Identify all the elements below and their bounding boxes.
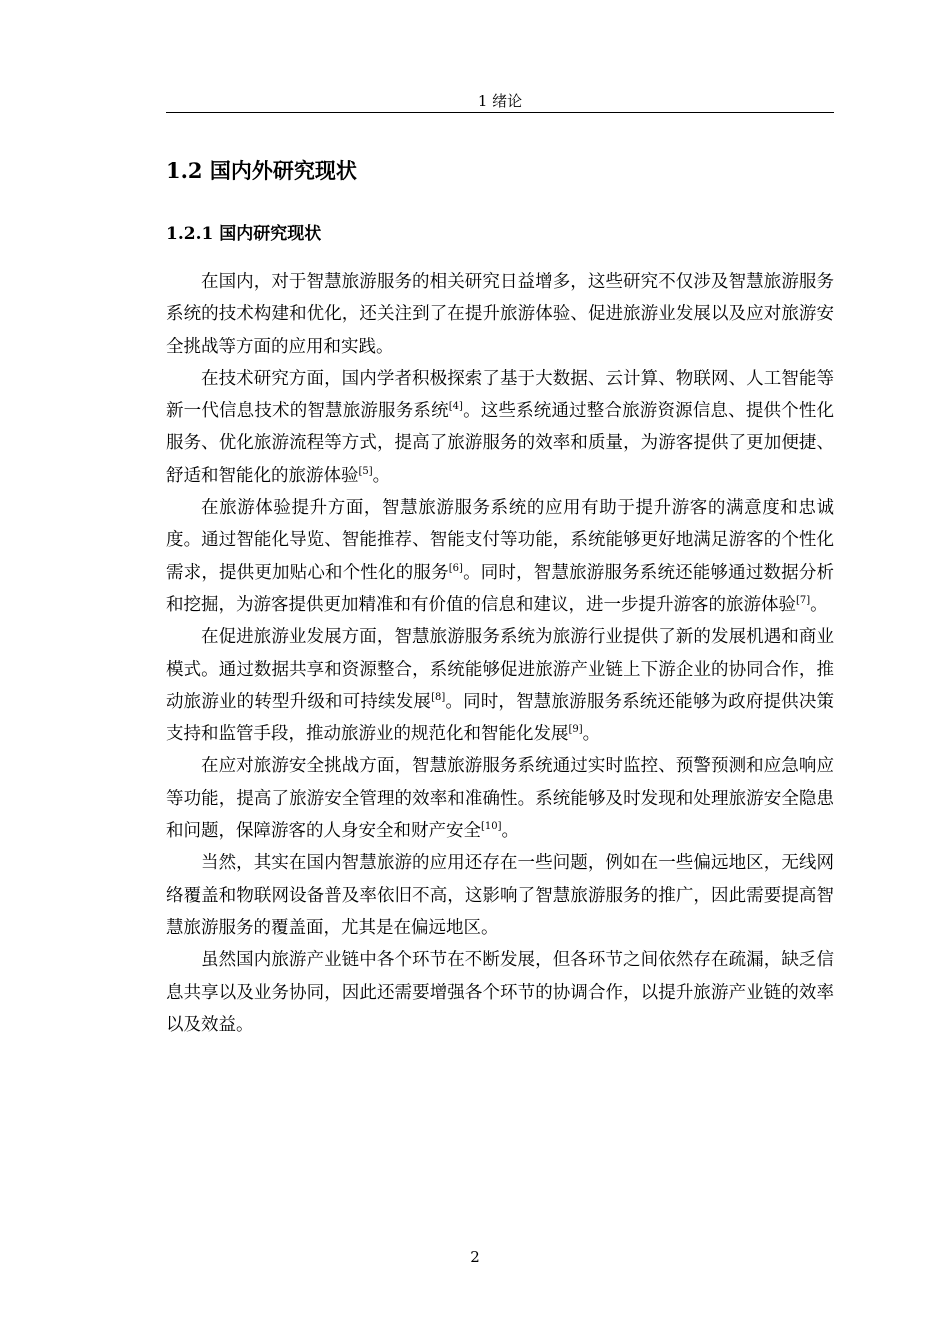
paragraph: [166, 750, 834, 847]
paragraph-text: 。: [372, 465, 391, 486]
citation: [4]: [448, 401, 463, 413]
citation: [6]: [448, 562, 463, 574]
citation: [7]: [796, 594, 811, 606]
running-header: 1 绪论: [477, 92, 523, 110]
body-text: [166, 266, 834, 1041]
paragraph: [166, 621, 834, 750]
paragraph: [166, 492, 834, 621]
paragraph-text: 当然，其实在国内智慧旅游的应用还存在一些问题，例如在一些偏远地区，无线网络覆盖和物联网设备普及率依旧不高，这影响了智慧旅游服务的推广，因此需要提高智慧旅游服务的覆盖面，尤其是在偏远地区。: [166, 853, 834, 938]
paragraph-text: 。: [582, 724, 601, 745]
paragraph-text: 在技术研究方面，国内学者积极探索了基于大数据、云计算、物联网、人工智能等新一代信息技术的智慧旅游服务系统: [166, 368, 834, 422]
paragraph-text: 。: [501, 821, 520, 842]
citation: [8]: [431, 691, 446, 703]
header-rule: [166, 112, 834, 113]
paragraph-text: 在应对旅游安全挑战方面，智慧旅游服务系统通过实时监控、预警预测和应急响应等功能，提高了旅游安全管理的效率和准确性。系统能够及时发现和处理旅游安全隐患和问题，保障游客的人身安全和财产安全: [166, 756, 834, 842]
citation: [5]: [358, 465, 373, 477]
paragraph-text: 。同时，智慧旅游服务系统还能够为政府提供决策支持和监管手段，推动旅游业的规范化和智能化发展: [166, 691, 835, 745]
citation: [9]: [568, 724, 583, 736]
paragraph-text: 在旅游体验提升方面，智慧旅游服务系统的应用有助于提升游客的满意度和忠诚度。通过智能化导览、智能推荐、智能支付等功能，系统能够更好地满足游客的个性化需求，提供更加贴心和个性化的服务: [166, 498, 834, 583]
citation: [10]: [481, 821, 502, 833]
paragraph: [166, 944, 834, 1041]
paragraph-text: 在国内，对于智慧旅游服务的相关研究日益增多，这些研究不仅涉及智慧旅游服务系统的技术构建和优化，还关注到了在提升旅游体验、促进旅游业发展以及应对旅游安全挑战等方面的应用和实践。: [166, 272, 834, 357]
paragraph: [166, 847, 834, 944]
paragraph-text: 。同时，智慧旅游服务系统还能够通过数据分析和挖掘，为游客提供更加精准和有价值的信息和建议，进一步提升游客的旅游体验: [166, 562, 835, 615]
subsection-heading: 1.2.1 国内研究现状: [166, 224, 322, 244]
section-heading: 1.2 国内外研究现状: [166, 158, 357, 183]
paragraph-text: 。: [810, 594, 828, 615]
paragraph: [166, 266, 834, 363]
paragraph-text: 在促进旅游业发展方面，智慧旅游服务系统为旅游行业提供了新的发展机遇和商业模式。通过数据共享和资源整合，系统能够促进旅游产业链上下游企业的协同合作，推动旅游业的转型升级和可持续发展: [166, 627, 834, 712]
paragraph-text: 虽然国内旅游产业链中各个环节在不断发展，但各环节之间依然存在疏漏，缺乏信息共享以及业务协同，因此还需要增强各个环节的协调合作，以提升旅游产业链的效率以及效益。: [166, 950, 834, 1035]
paragraph: [166, 363, 834, 492]
page-number: 2: [470, 1248, 480, 1266]
paragraph-text: 。这些系统通过整合旅游资源信息、提供个性化服务、优化旅游流程等方式，提高了旅游服务的效率和质量，为游客提供了更加便捷、舒适和智能化的旅游体验: [166, 401, 835, 486]
